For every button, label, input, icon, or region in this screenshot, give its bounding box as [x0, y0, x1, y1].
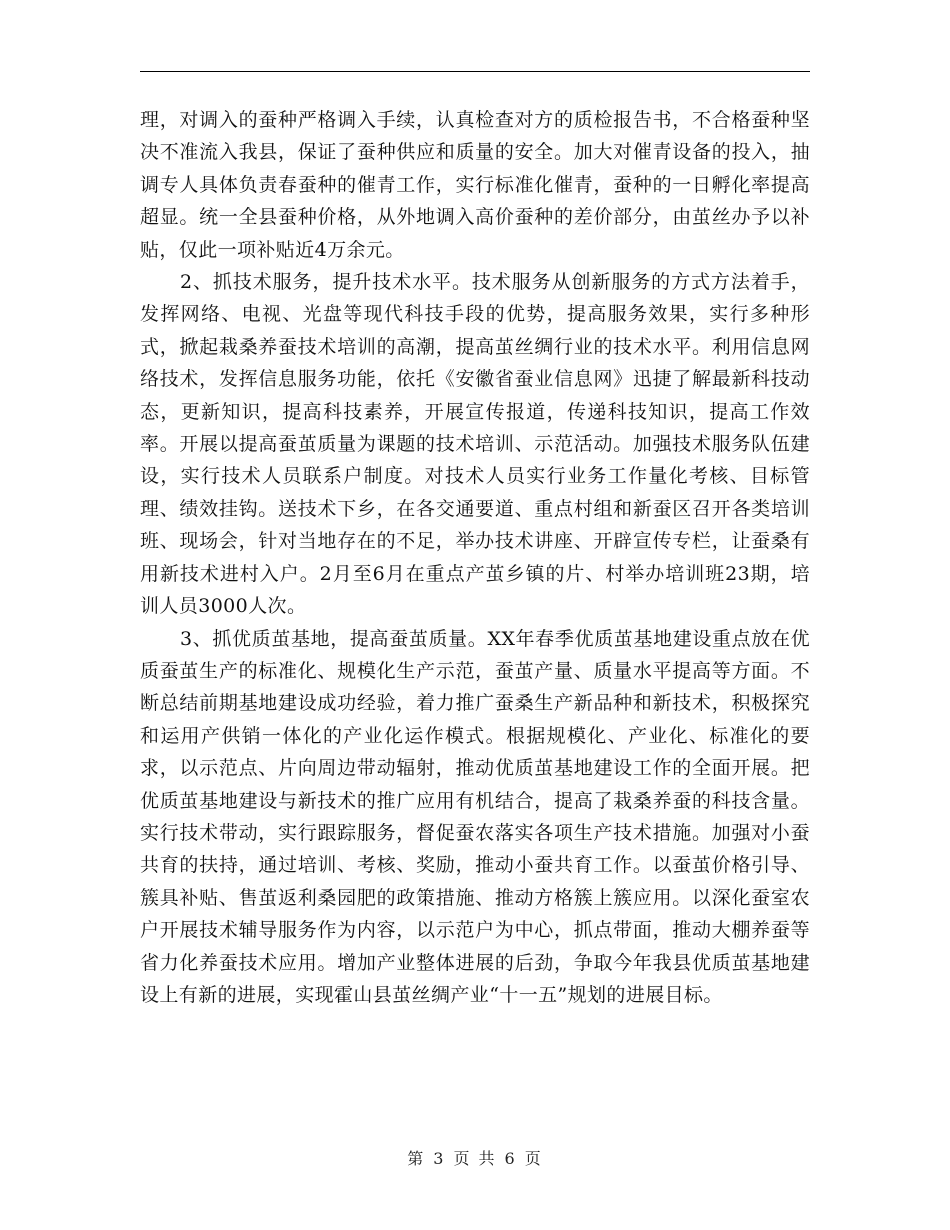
footer-suffix: 页 — [524, 1149, 543, 1168]
header-rule — [140, 71, 810, 72]
paragraph-2: 2、抓技术服务，提升技术水平。技术服务从创新服务的方式方法着手，发挥网络、电视、光盘等现代科技手段的优势，提高服务效果，实行多种形式，掀起栽桑养蚕技术培训的高潮，提高茧丝绸行业的技术水平。利用信息网络技术，发挥信息服务功能，依托《安徽省蚕业信息网》迅捷了解最新科技动态，更新知识，提高科技素养，开展宣传报道，传递科技知识，提高工作效率。开展以提高蚕茧质量为课题的技术培训、示范活动。加强技术服务队伍建设，实行技术人员联系户制度。对技术人员实行业务工作量化考核、目标管理、绩效挂钩。送技术下乡，在各交通要道、重点村组和新蚕区召开各类培训班、现场会，针对当地存在的不足，举办技术讲座、开辟宣传专栏，让蚕桑有用新技术进村入户。2月至6月在重点产茧乡镇的片、村举办培训班23期，培训人员3000人次。 — [140, 271, 810, 618]
paragraph-3: 3、抓优质茧基地，提高蚕茧质量。XX年春季优质茧基地建设重点放在优质蚕茧生产的标准化、规模化生产示范，蚕茧产量、质量水平提高等方面。不断总结前期基地建设成功经验，着力推广蚕桑生产新品种和新技术，积极探究和运用产供销一体化的产业化运作模式。根据规模化、产业化、标准化的要求，以示范点、片向周边带动辐射，推动优质茧基地建设工作的全面开展。把优质茧基地建设与新技术的推广应用有机结合，提高了栽桑养蚕的科技含量。实行技术带动，实行跟踪服务，督促蚕农落实各项生产技术措施。加强对小蚕共育的扶持，通过培训、考核、奖励，推动小蚕共育工作。以蚕茧价格引导、簇具补贴、售茧返利桑园肥的政策措施、推动方格簇上簇应用。以深化蚕室农户开展技术辅导服务作为内容，以示范户为中心，抓点带面，推动大棚养蚕等省力化养蚕技术应用。增加产业整体进展的后劲，争取今年我县优质茧基地建设上有新的进展，实现霍山县茧丝绸产业“十一五”规划的进展目标。 — [140, 627, 810, 1006]
footer-current-page: 3 — [433, 1149, 446, 1168]
footer-middle: 页 共 — [453, 1149, 497, 1168]
paragraph-1: 理，对调入的蚕种严格调入手续，认真检查对方的质检报告书，不合格蚕种坚决不准流入我县，保证了蚕种供应和质量的安全。加大对催青设备的投入，抽调专人具体负责春蚕种的催青工作，实行标准化催青，蚕种的一日孵化率提高超显。统一全县蚕种价格，从外地调入高价蚕种的差价部分，由茧丝办予以补贴，仅此一项补贴近4万余元。 — [140, 109, 810, 261]
footer-total-pages: 6 — [504, 1149, 517, 1168]
page-footer — [0, 1146, 950, 1169]
footer-prefix: 第 — [407, 1149, 426, 1168]
document-body — [140, 104, 810, 1011]
